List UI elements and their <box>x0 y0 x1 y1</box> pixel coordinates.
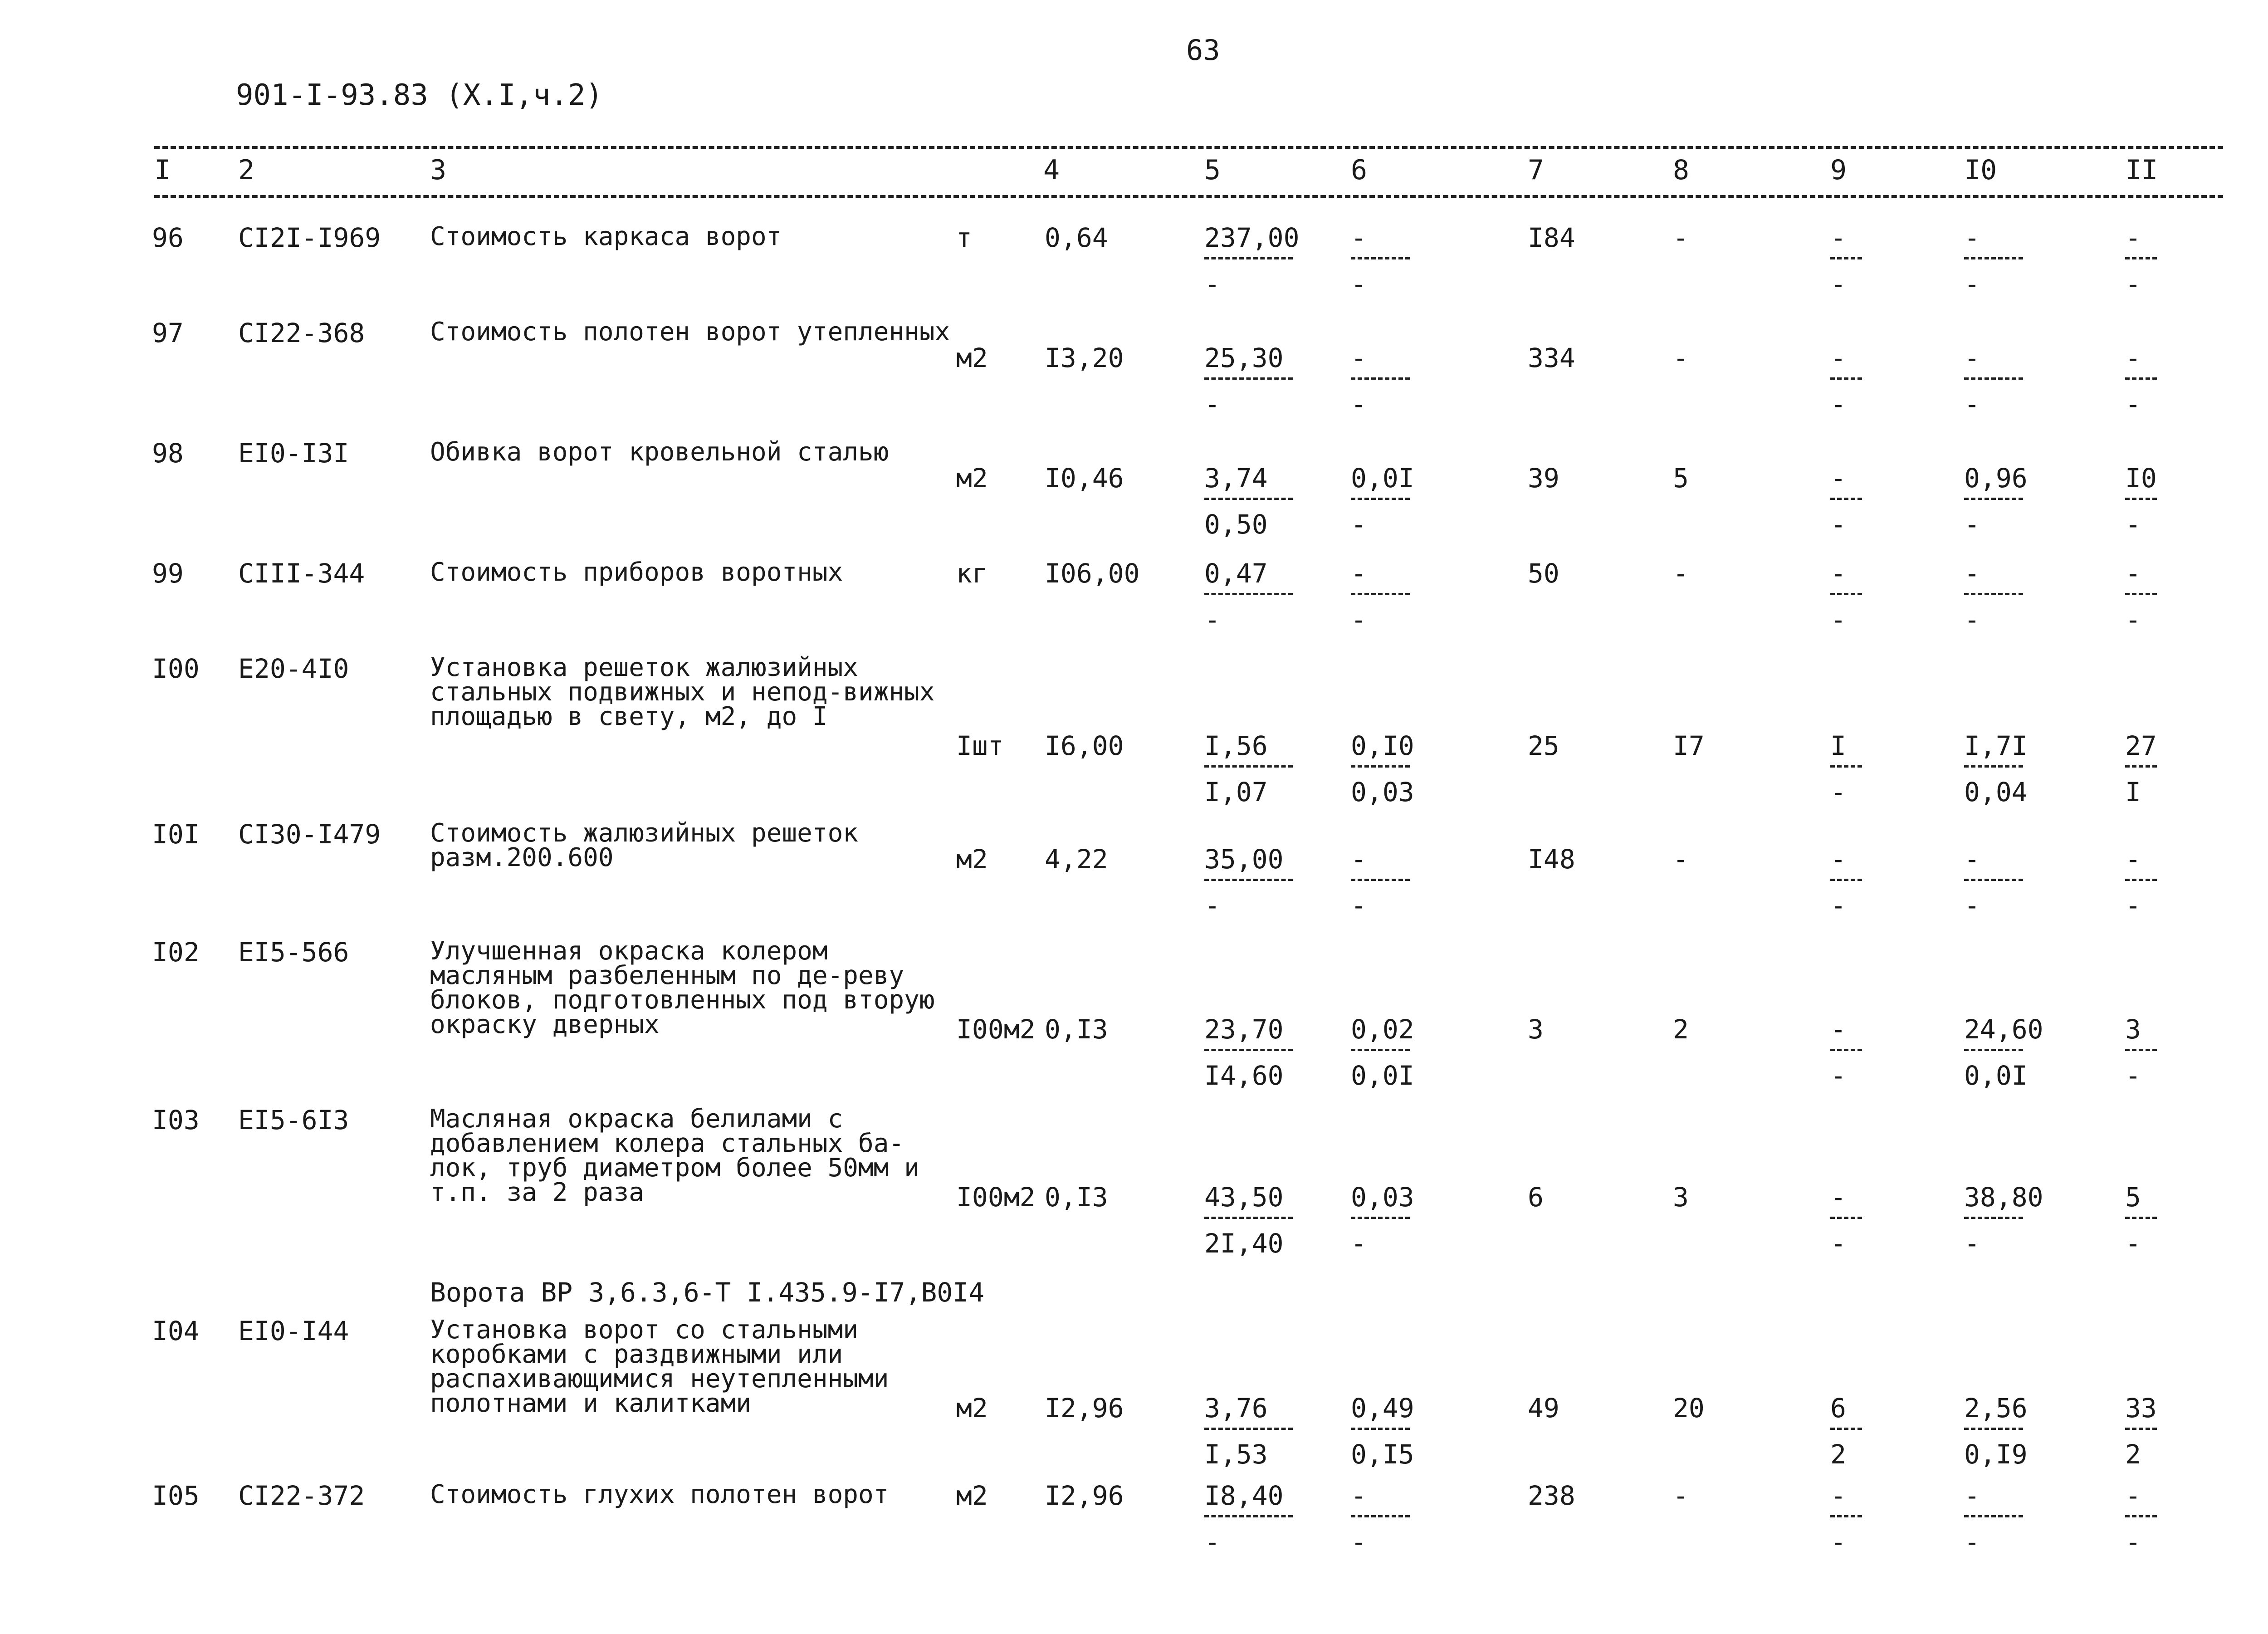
col11-value-top: - <box>2125 1480 2141 1511</box>
column-header-10: I0 <box>1964 154 1997 186</box>
row-number: I00 <box>152 653 200 684</box>
col10-value-fraction-line <box>1964 377 2023 380</box>
col9-value-fraction-line <box>1830 1428 1862 1430</box>
col5-value-bottom: - <box>1204 890 1220 921</box>
column-header-3: 3 <box>430 154 447 186</box>
col7-value: 39 <box>1528 463 1559 494</box>
col10-value-fraction-line <box>1964 1515 2023 1517</box>
col9-value-bottom: - <box>1830 777 1846 807</box>
col11-value-top: - <box>2125 844 2141 875</box>
row-unit: кг <box>956 558 988 589</box>
col5-value-fraction-line <box>1204 1049 1293 1051</box>
col10-value-bottom: - <box>1964 1228 1980 1259</box>
row-code: ЕI5-6I3 <box>238 1105 349 1135</box>
col8-value: 2 <box>1673 1014 1689 1045</box>
col11-value-top: 3 <box>2125 1014 2141 1045</box>
row-description: Масляная окраска белилами с добавлением колера стальных ба-лок, труб диаметром более 50мм и т.п. за 2 раза <box>430 1104 919 1207</box>
col6-value-top: - <box>1351 558 1367 589</box>
col11-value-bottom: - <box>2125 604 2141 635</box>
col11-value-top: - <box>2125 342 2141 373</box>
col5-value-top: 23,70 <box>1204 1014 1284 1045</box>
row-unit: м2 <box>956 342 988 373</box>
col6-value-bottom: - <box>1351 509 1367 540</box>
col10-value-top: 24,60 <box>1964 1014 2043 1045</box>
row-code: СI22-372 <box>238 1480 365 1511</box>
col10-value-top: I,7I <box>1964 730 2028 761</box>
col10-value-bottom: 0,04 <box>1964 777 2028 807</box>
col6-value-bottom: 0,03 <box>1351 777 1414 807</box>
col10-value-bottom: - <box>1964 1526 1980 1557</box>
col6-value-fraction-line <box>1351 1217 1410 1219</box>
col10-value-top: - <box>1964 558 1980 589</box>
col6-value-top: 0,0I <box>1351 463 1414 494</box>
col11-value-top: 5 <box>2125 1182 2141 1213</box>
row-unit: Iшт <box>956 730 1004 761</box>
col6-value-top: 0,I0 <box>1351 730 1414 761</box>
column-header-6: 6 <box>1351 154 1368 186</box>
col11-value-bottom: - <box>2125 389 2141 420</box>
col10-value-fraction-line <box>1964 1217 2023 1219</box>
column-header-7: 7 <box>1528 154 1545 186</box>
col5-value-top: I,56 <box>1204 730 1268 761</box>
col6-value-fraction-line <box>1351 257 1410 259</box>
col9-value-top: - <box>1830 1182 1846 1213</box>
col8-value: 20 <box>1673 1393 1705 1424</box>
col10-value-bottom: - <box>1964 509 1980 540</box>
col9-value-fraction-line <box>1830 879 1862 881</box>
col6-value-top: - <box>1351 222 1367 253</box>
col5-value-top: 25,30 <box>1204 342 1284 373</box>
row-number: I04 <box>152 1316 200 1346</box>
row-number: 97 <box>152 318 184 348</box>
col6-value-top: - <box>1351 1480 1367 1511</box>
col5-value-top: 35,00 <box>1204 844 1284 875</box>
col11-value-fraction-line <box>2125 1515 2157 1517</box>
row-description: Стоимость жалюзийных решеток разм.200.600 <box>430 818 859 872</box>
col9-value-bottom: - <box>1830 1526 1846 1557</box>
row-number: 98 <box>152 438 184 469</box>
col5-value-fraction-line <box>1204 1428 1293 1430</box>
col7-value: 3 <box>1528 1014 1544 1045</box>
col9-value-fraction-line <box>1830 498 1862 500</box>
section-title: Ворота ВР 3,6.3,6-Т I.435.9-I7,В0I4 <box>430 1277 985 1308</box>
col6-value-bottom: 0,I5 <box>1351 1439 1414 1470</box>
col9-value-top: - <box>1830 1014 1846 1045</box>
col11-value-fraction-line <box>2125 377 2157 380</box>
col11-value-fraction-line <box>2125 879 2157 881</box>
col6-value-bottom: 0,0I <box>1351 1060 1414 1091</box>
header-top-rule <box>154 146 2223 149</box>
col6-value-fraction-line <box>1351 377 1410 380</box>
col5-value-fraction-line <box>1204 879 1293 881</box>
row-description: Установка ворот со стальными коробками с раздвижными или распахивающимися неутепленными полотнами и калитками <box>430 1315 889 1418</box>
col9-value-bottom: - <box>1830 509 1846 540</box>
col10-value-top: - <box>1964 844 1980 875</box>
row-code: СI30-I479 <box>238 819 381 850</box>
col7-value: 50 <box>1528 558 1559 589</box>
col11-value-top: - <box>2125 558 2141 589</box>
row-description: Обивка ворот кровельной сталью <box>430 437 889 467</box>
col6-value-bottom: - <box>1351 1526 1367 1557</box>
col11-value-fraction-line <box>2125 1049 2157 1051</box>
row-description: Стоимость глухих полотен ворот <box>430 1480 889 1509</box>
col5-value-fraction-line <box>1204 765 1293 768</box>
row-number: 99 <box>152 558 184 589</box>
col11-value-bottom: - <box>2125 1060 2141 1091</box>
col6-value-fraction-line <box>1351 593 1410 595</box>
col11-value-bottom: 2 <box>2125 1439 2141 1470</box>
col5-value-fraction-line <box>1204 498 1293 500</box>
col6-value-fraction-line <box>1351 1515 1410 1517</box>
row-description: Улучшенная окраска колером масляным разбеленным по де-реву блоков, подготовленных под вторую окраску дверных <box>430 936 935 1039</box>
col6-value-fraction-line <box>1351 1049 1410 1051</box>
row-quantity: I0,46 <box>1045 463 1124 494</box>
column-header-11: II <box>2125 154 2158 186</box>
row-code: СI22-368 <box>238 318 365 348</box>
col9-value-bottom: - <box>1830 1228 1846 1259</box>
col9-value-fraction-line <box>1830 257 1862 259</box>
col6-value-top: - <box>1351 844 1367 875</box>
document-code: 901-I-93.83 (X.I,ч.2) <box>236 78 603 112</box>
col7-value: 238 <box>1528 1480 1575 1511</box>
col9-value-fraction-line <box>1830 377 1862 380</box>
col9-value-bottom: - <box>1830 890 1846 921</box>
col10-value-bottom: 0,I9 <box>1964 1439 2028 1470</box>
col9-value-fraction-line <box>1830 1217 1862 1219</box>
col11-value-top: I0 <box>2125 463 2157 494</box>
col6-value-top: - <box>1351 342 1367 373</box>
row-code: СIII-344 <box>238 558 365 589</box>
col6-value-top: 0,02 <box>1351 1014 1414 1045</box>
col5-value-bottom: - <box>1204 1526 1220 1557</box>
row-unit: м2 <box>956 844 988 875</box>
column-header-1: I <box>154 154 171 186</box>
col5-value-top: 3,76 <box>1204 1393 1268 1424</box>
col10-value-bottom: 0,0I <box>1964 1060 2028 1091</box>
col9-value-bottom: - <box>1830 604 1846 635</box>
row-unit: I00м2 <box>956 1182 1036 1213</box>
row-code: Е20-4I0 <box>238 653 349 684</box>
col7-value: 6 <box>1528 1182 1544 1213</box>
col11-value-fraction-line <box>2125 257 2157 259</box>
col5-value-top: 3,74 <box>1204 463 1268 494</box>
row-unit: м2 <box>956 1480 988 1511</box>
col11-value-top: - <box>2125 222 2141 253</box>
col7-value: I84 <box>1528 222 1575 253</box>
col9-value-top: 6 <box>1830 1393 1846 1424</box>
col7-value: 334 <box>1528 342 1575 373</box>
col9-value-bottom: 2 <box>1830 1439 1846 1470</box>
row-number: 96 <box>152 222 184 253</box>
row-quantity: 4,22 <box>1045 844 1108 875</box>
header-bottom-rule <box>154 195 2223 198</box>
col10-value-top: 0,96 <box>1964 463 2028 494</box>
col5-value-bottom: - <box>1204 389 1220 420</box>
row-unit: т <box>956 222 972 253</box>
row-number: I0I <box>152 819 200 850</box>
row-unit: м2 <box>956 463 988 494</box>
col10-value-bottom: - <box>1964 269 1980 299</box>
col5-value-bottom: I,07 <box>1204 777 1268 807</box>
col8-value: - <box>1673 1480 1689 1511</box>
col8-value: 3 <box>1673 1182 1689 1213</box>
col5-value-top: I8,40 <box>1204 1480 1284 1511</box>
row-unit: I00м2 <box>956 1014 1036 1045</box>
col8-value: - <box>1673 558 1689 589</box>
col8-value: I7 <box>1673 730 1705 761</box>
row-number: I03 <box>152 1105 200 1135</box>
row-description: Стоимость приборов воротных <box>430 558 843 587</box>
col5-value-fraction-line <box>1204 593 1293 595</box>
col8-value: - <box>1673 844 1689 875</box>
column-header-9: 9 <box>1830 154 1847 186</box>
row-code: ЕI5-566 <box>238 937 349 968</box>
col10-value-fraction-line <box>1964 257 2023 259</box>
col9-value-bottom: - <box>1830 269 1846 299</box>
col9-value-top: I <box>1830 730 1846 761</box>
col10-value-fraction-line <box>1964 879 2023 881</box>
col11-value-bottom: - <box>2125 1228 2141 1259</box>
col10-value-fraction-line <box>1964 593 2023 595</box>
col9-value-bottom: - <box>1830 389 1846 420</box>
col6-value-fraction-line <box>1351 879 1410 881</box>
col11-value-fraction-line <box>2125 1428 2157 1430</box>
col9-value-top: - <box>1830 342 1846 373</box>
col11-value-fraction-line <box>2125 1217 2157 1219</box>
col5-value-fraction-line <box>1204 257 1293 259</box>
col5-value-top: 0,47 <box>1204 558 1268 589</box>
col10-value-top: - <box>1964 1480 1980 1511</box>
col9-value-fraction-line <box>1830 765 1862 768</box>
col5-value-bottom: - <box>1204 269 1220 299</box>
col7-value: 25 <box>1528 730 1559 761</box>
row-number: I02 <box>152 937 200 968</box>
col10-value-top: - <box>1964 342 1980 373</box>
col5-value-top: 237,00 <box>1204 222 1300 253</box>
row-quantity: I06,00 <box>1045 558 1140 589</box>
row-code: ЕI0-I44 <box>238 1316 349 1346</box>
col9-value-top: - <box>1830 463 1846 494</box>
col8-value: 5 <box>1673 463 1689 494</box>
col7-value: 49 <box>1528 1393 1559 1424</box>
col11-value-bottom: - <box>2125 890 2141 921</box>
col8-value: - <box>1673 342 1689 373</box>
col10-value-bottom: - <box>1964 604 1980 635</box>
col10-value-fraction-line <box>1964 1428 2023 1430</box>
column-header-2: 2 <box>238 154 255 186</box>
column-header-5: 5 <box>1204 154 1221 186</box>
col10-value-fraction-line <box>1964 1049 2023 1051</box>
col11-value-fraction-line <box>2125 765 2157 768</box>
row-quantity: I3,20 <box>1045 342 1124 373</box>
col5-value-fraction-line <box>1204 1515 1293 1517</box>
col9-value-top: - <box>1830 844 1846 875</box>
col10-value-top: 2,56 <box>1964 1393 2028 1424</box>
col5-value-bottom: I,53 <box>1204 1439 1268 1470</box>
row-quantity: 0,64 <box>1045 222 1108 253</box>
col5-value-bottom: I4,60 <box>1204 1060 1284 1091</box>
page-number: 63 <box>1186 34 1220 67</box>
col6-value-fraction-line <box>1351 498 1410 500</box>
col11-value-bottom: - <box>2125 1526 2141 1557</box>
col11-value-bottom: - <box>2125 269 2141 299</box>
row-description: Стоимость полотен ворот утепленных <box>430 317 950 347</box>
col5-value-top: 43,50 <box>1204 1182 1284 1213</box>
col7-value: I48 <box>1528 844 1575 875</box>
col10-value-top: - <box>1964 222 1980 253</box>
col10-value-fraction-line <box>1964 765 2023 768</box>
col6-value-fraction-line <box>1351 1428 1410 1430</box>
row-quantity: I2,96 <box>1045 1393 1124 1424</box>
column-header-4: 4 <box>1043 154 1060 186</box>
col6-value-top: 0,49 <box>1351 1393 1414 1424</box>
row-quantity: 0,I3 <box>1045 1014 1108 1045</box>
row-quantity: 0,I3 <box>1045 1182 1108 1213</box>
col11-value-top: 27 <box>2125 730 2157 761</box>
col11-value-bottom: I <box>2125 777 2141 807</box>
col9-value-top: - <box>1830 558 1846 589</box>
row-code: СI2I-I969 <box>238 222 381 253</box>
col6-value-top: 0,03 <box>1351 1182 1414 1213</box>
col9-value-fraction-line <box>1830 1049 1862 1051</box>
col9-value-top: - <box>1830 1480 1846 1511</box>
row-quantity: I6,00 <box>1045 730 1124 761</box>
row-description: Установка решеток жалюзийных стальных подвижных и непод-вижных площадью в свету, м2, до I <box>430 653 935 731</box>
col5-value-bottom: 2I,40 <box>1204 1228 1284 1259</box>
col9-value-top: - <box>1830 222 1846 253</box>
col6-value-fraction-line <box>1351 765 1410 768</box>
col11-value-fraction-line <box>2125 498 2157 500</box>
col9-value-fraction-line <box>1830 1515 1862 1517</box>
col11-value-top: 33 <box>2125 1393 2157 1424</box>
col6-value-bottom: - <box>1351 389 1367 420</box>
col5-value-fraction-line <box>1204 1217 1293 1219</box>
col5-value-bottom: - <box>1204 604 1220 635</box>
col10-value-bottom: - <box>1964 890 1980 921</box>
col11-value-fraction-line <box>2125 593 2157 595</box>
row-unit: м2 <box>956 1393 988 1424</box>
col10-value-fraction-line <box>1964 498 2023 500</box>
col6-value-bottom: - <box>1351 269 1367 299</box>
row-code: ЕI0-I3I <box>238 438 349 469</box>
col9-value-bottom: - <box>1830 1060 1846 1091</box>
col11-value-bottom: - <box>2125 509 2141 540</box>
col10-value-top: 38,80 <box>1964 1182 2043 1213</box>
row-description: Стоимость каркаса ворот <box>430 222 782 251</box>
col6-value-bottom: - <box>1351 890 1367 921</box>
col5-value-fraction-line <box>1204 377 1293 380</box>
col5-value-bottom: 0,50 <box>1204 509 1268 540</box>
col6-value-bottom: - <box>1351 604 1367 635</box>
col9-value-fraction-line <box>1830 593 1862 595</box>
row-number: I05 <box>152 1480 200 1511</box>
column-header-8: 8 <box>1673 154 1690 186</box>
col8-value: - <box>1673 222 1689 253</box>
col10-value-bottom: - <box>1964 389 1980 420</box>
row-quantity: I2,96 <box>1045 1480 1124 1511</box>
col6-value-bottom: - <box>1351 1228 1367 1259</box>
